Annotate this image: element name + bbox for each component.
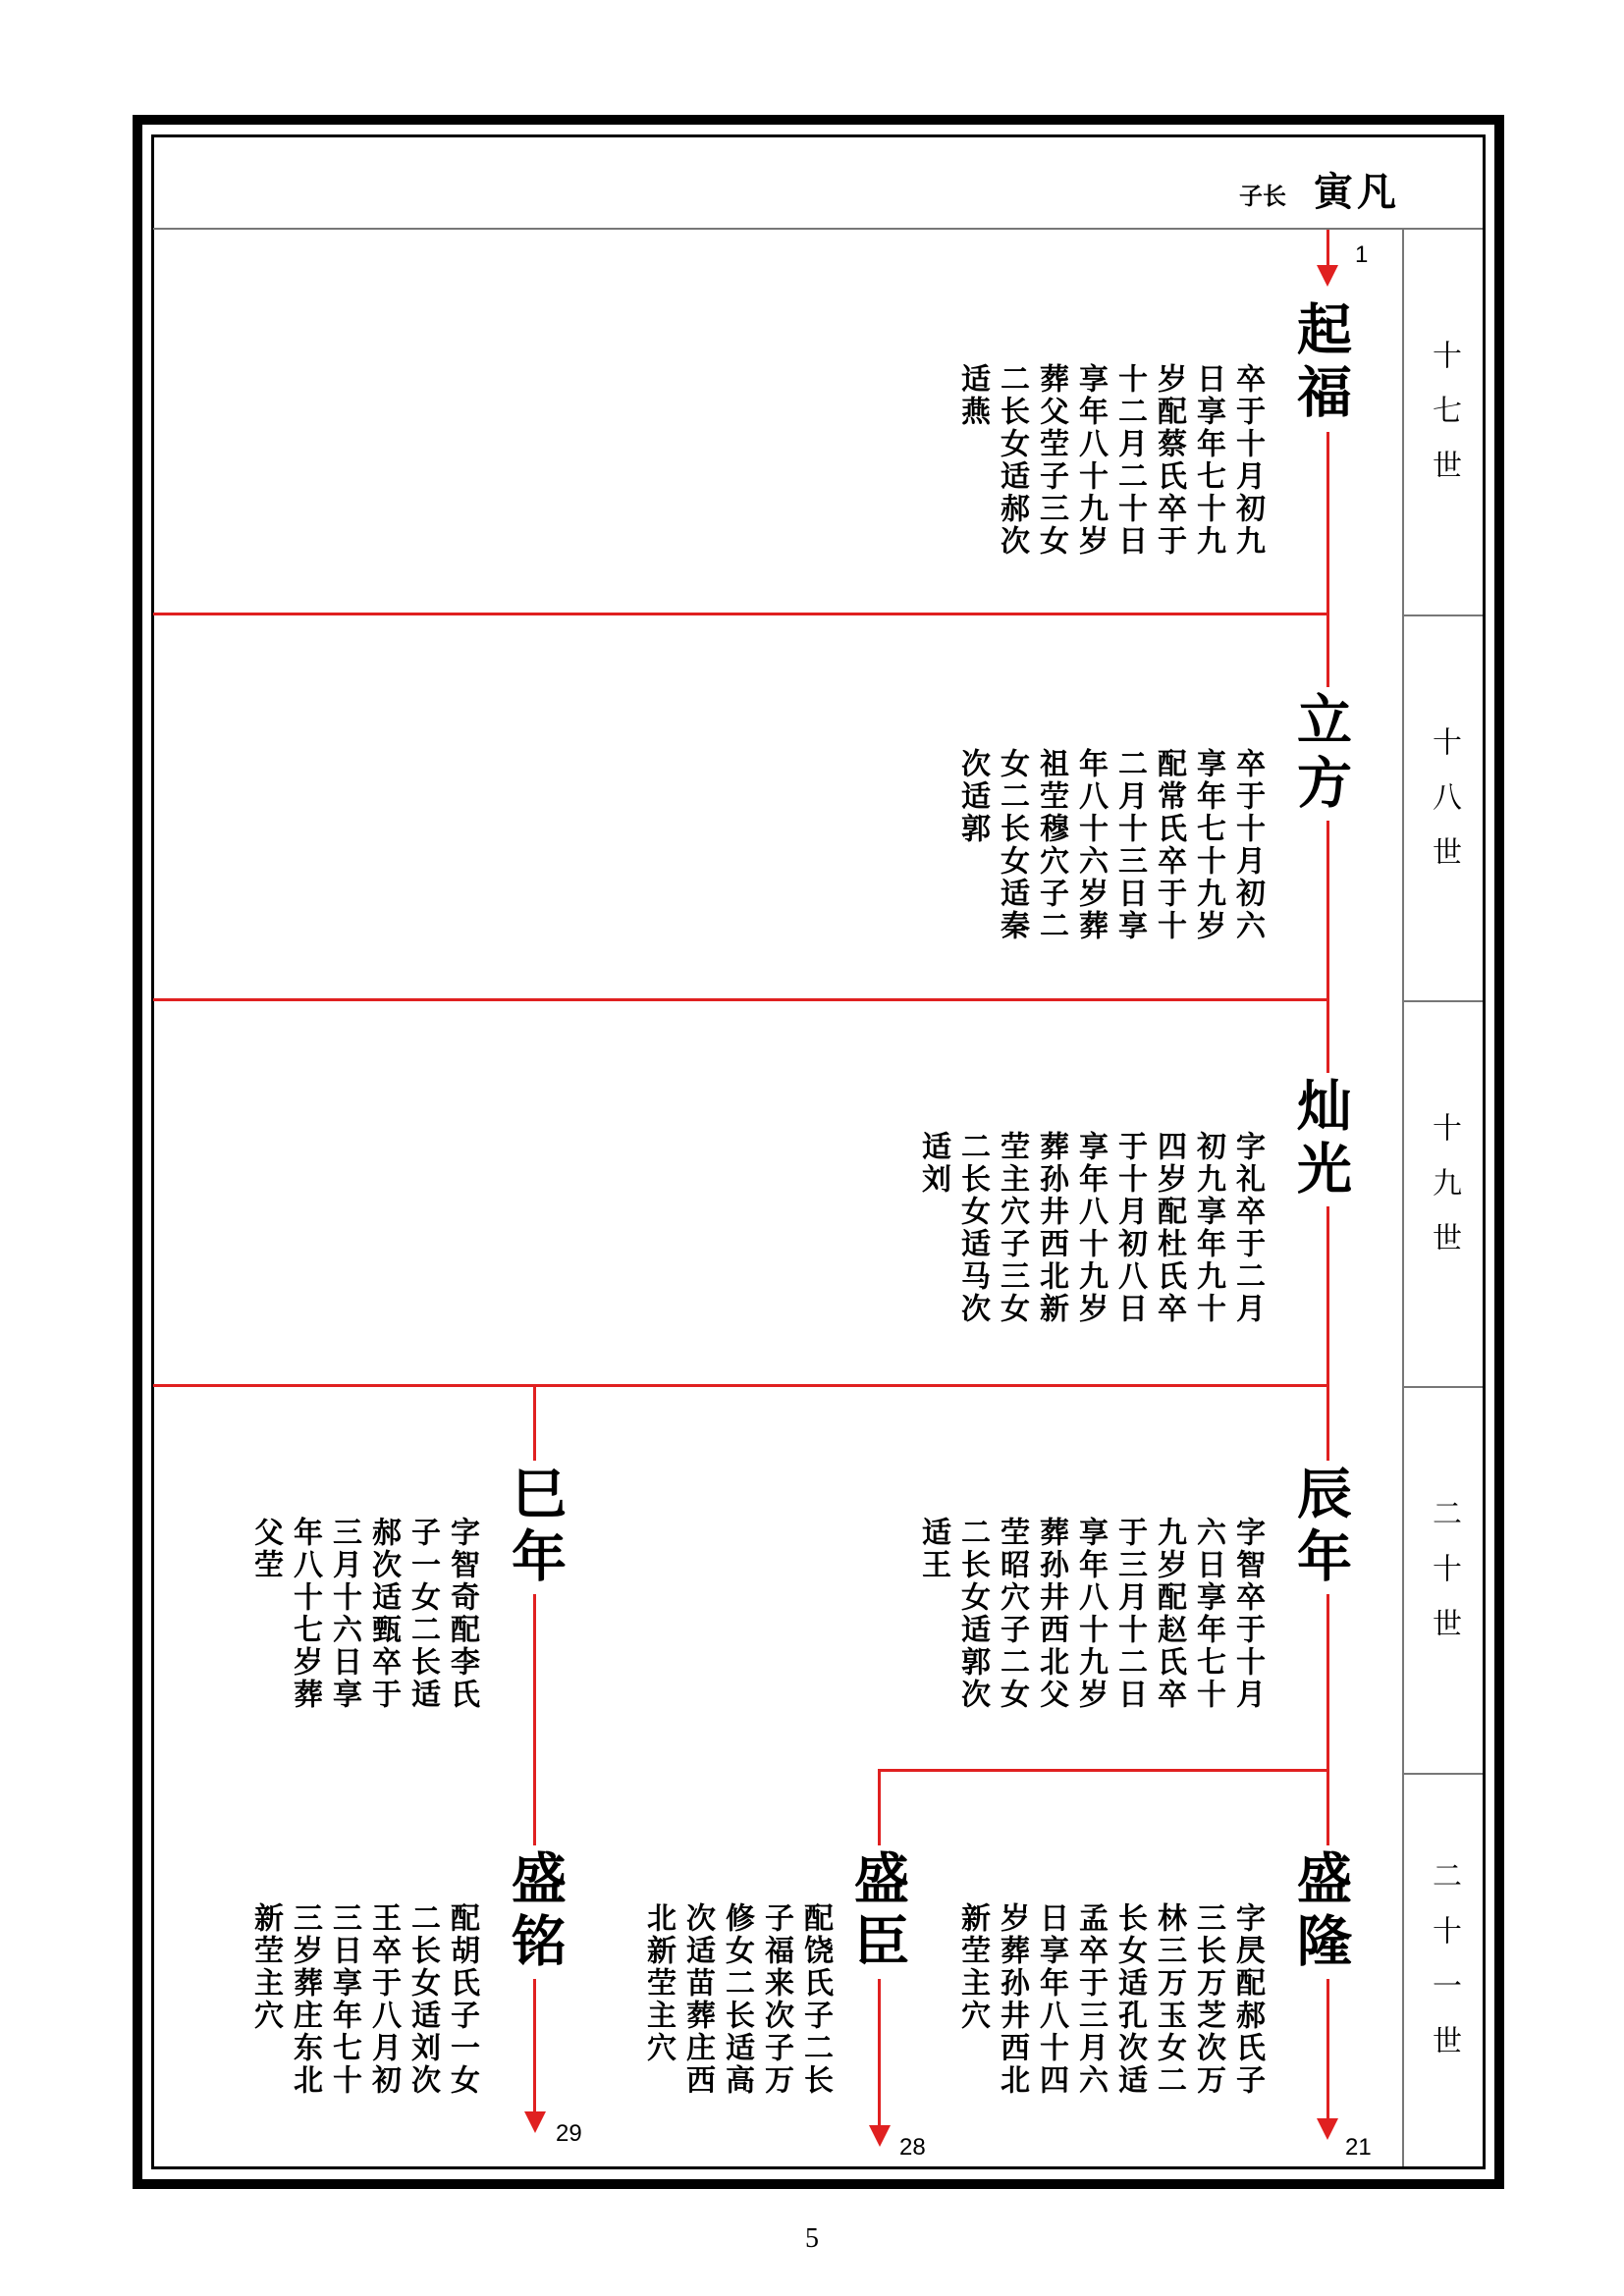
member-name-shengming: 盛铭 — [508, 1845, 563, 1979]
member-name-shenglong: 盛隆 — [1293, 1845, 1348, 1979]
down-arrow-icon — [1317, 2118, 1338, 2140]
member-name-qifu: 起福 — [1293, 296, 1348, 430]
generation-label-19: 十九世 — [1427, 1111, 1461, 1277]
member-bio-shenglong: 字昃配郝氏子三长万芝次万林三万玉女二长女适孔次适孟卒于三月六日享年八十四岁葬孙井西北新茔主穴 — [955, 1902, 1265, 2097]
ref-number: 1 — [1355, 241, 1369, 268]
member-bio-qifu: 卒于十月初九日享年七十九岁配蔡氏卒于十二月二十日享年八十九岁葬父茔子三女二长女适郝次适燕 — [955, 363, 1265, 558]
generation-label-18: 十八世 — [1427, 725, 1461, 891]
branch-connector-shengchen — [878, 1769, 1329, 1772]
member-name-shengchen: 盛臣 — [850, 1845, 905, 1979]
member-bio-chennian: 字智卒于十月六日享年七十九岁配赵氏卒于三月十二日享年八十九岁葬孙井西北父茔昭穴子二女二长女适郭次适王 — [916, 1517, 1265, 1711]
member-name-canguang: 灿光 — [1293, 1073, 1348, 1206]
page-number: 5 — [805, 2223, 819, 2254]
eldest-son-label: 子长 — [1239, 182, 1286, 210]
down-arrow-icon — [524, 2111, 546, 2133]
down-arrow-icon — [1317, 265, 1338, 287]
generation-label-20: 二十世 — [1427, 1498, 1461, 1663]
member-name-chennian: 辰年 — [1293, 1461, 1348, 1594]
header-divider — [153, 228, 1483, 230]
ref-number: 28 — [899, 2134, 926, 2161]
inner-frame — [151, 134, 1486, 2169]
ref-number: 29 — [556, 2120, 582, 2147]
member-bio-lifang: 卒于十月初六享年七十九岁配常氏卒于十二月十三日享年八十六岁葬祖茔穆穴子二女二长女适秦次适郭 — [955, 748, 1265, 942]
ref-number: 21 — [1345, 2134, 1372, 2161]
lineage-line — [1326, 230, 1329, 267]
member-name-sinian: 巳年 — [508, 1461, 563, 1594]
member-bio-sinian: 字智奇配李氏子一女二长适郝次适甄卒于三月十六日享年八十七岁葬父茔 — [248, 1517, 479, 1711]
member-bio-shengming: 配胡氏子一女二长女适刘次王卒于八月初三日享年七十三岁葬庄东北新茔主穴 — [248, 1902, 479, 2097]
down-arrow-icon — [869, 2125, 891, 2147]
generation-connector — [153, 1384, 1329, 1387]
generation-label-21: 二十一世 — [1427, 1860, 1461, 2080]
member-name-lifang: 立方 — [1293, 687, 1348, 821]
member-bio-canguang: 字礼卒于二月初九享年九十四岁配杜氏卒于十月初八日享年八十九岁葬孙井西北新茔主穴子三女二长女适马次适刘 — [916, 1131, 1265, 1325]
member-bio-shengchen: 配饶氏子二长子福来次子万修女二长适高次适苗葬庄西北新茔主穴 — [641, 1902, 833, 2097]
generation-label-17: 十七世 — [1427, 340, 1461, 505]
generation-connector — [153, 613, 1329, 615]
ancestor-name: 寅凡 — [1314, 169, 1400, 215]
generation-connector — [153, 998, 1329, 1001]
